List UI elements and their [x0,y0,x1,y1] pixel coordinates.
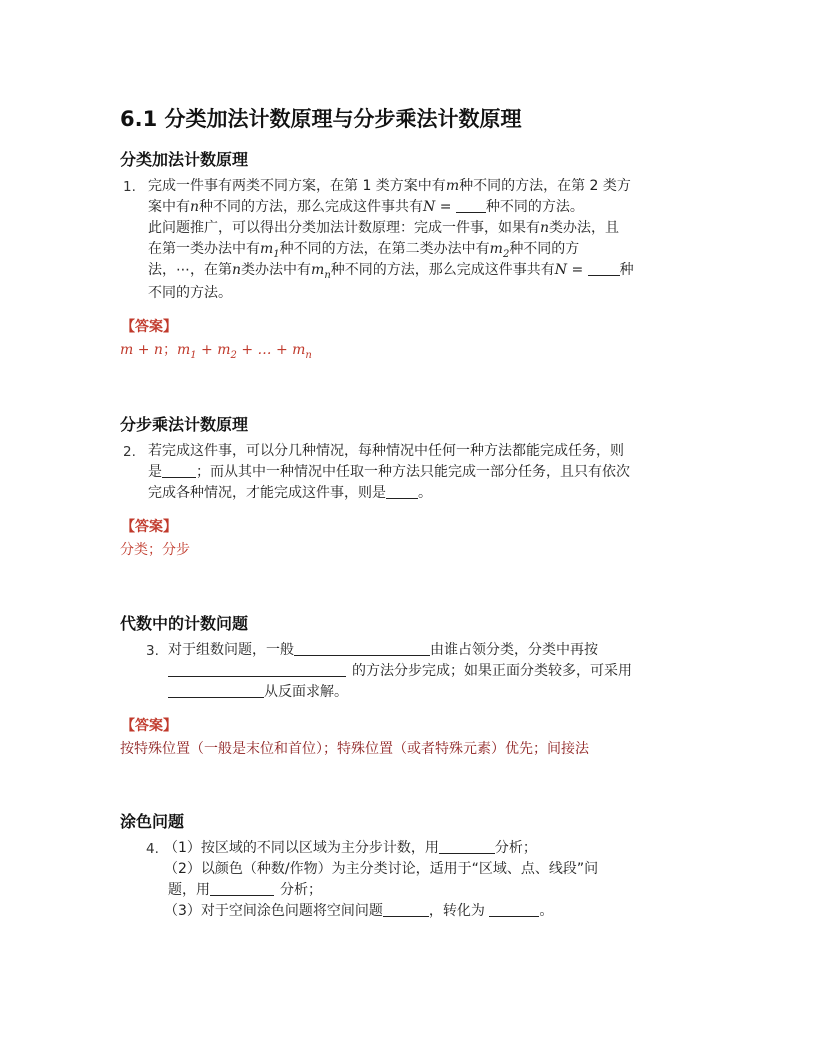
question-1-line-2: 案中有n种不同的方法，那么完成这件事共有N = 种不同的方法。 [148,199,584,215]
question-number-3: 3. [146,643,159,659]
math-m: m [445,178,460,194]
q1-text-m: 种不同的方法，那么完成这件事共有 [330,262,555,278]
q1-text-b: 种不同的方法，在第 2 类方 [459,178,631,194]
q2-text-e: 。 [418,485,432,501]
question-2-line-1: 若完成这件事，可以分几种情况，每种情况中任何一种方法都能完成任务，则 [148,443,624,459]
blank-9[interactable] [210,881,274,896]
q1-text-k: 法，⋯，在第 [148,262,232,278]
question-4-line-3 [168,880,322,901]
question-number-1: 1. [123,179,136,195]
question-3-line-2 [168,661,632,682]
question-4-line-2: （2）以颜色（种数/作物）为主分类讨论，适用于“区域、点、线段”问 [164,861,599,877]
q2-text-d: 完成各种情况，才能完成这件事，则是 [148,485,386,501]
q1-text-e: 种不同的方法。 [485,199,584,215]
answer-2: 分类；分步 [120,542,190,558]
q1-text-a: 完成一件事有两类不同方案，在第 1 类方案中有 [148,178,446,194]
math-mn: $m_n$ [311,262,331,281]
section-heading-4: 涂色问题 [120,812,185,831]
blank-10[interactable] [383,902,429,917]
q1-text-l: 类办法中有 [241,262,312,278]
answer-label-3: 【答案】 [121,718,177,734]
question-number-2: 2. [123,444,136,460]
q4-text-h: 。 [539,903,554,919]
blank-6[interactable] [168,662,346,677]
math-n3: n [232,262,242,278]
blank-5[interactable] [294,641,430,656]
q1-text-g: 类办法，且 [549,220,620,236]
question-2-line-3 [148,483,432,504]
q3-text-b: 由谁占领分类，分类中再按 [430,642,598,658]
answer-3: 按特殊位置（一般是末位和首位）；特殊位置（或者特殊元素）优先；间接法 [120,741,589,757]
answer-1: m + n；$m_1 + m_2$ + … + $m_n$ [120,342,312,361]
question-2-line-2 [148,462,630,483]
q1-text-h: 在第一类办法中有 [148,241,260,257]
section-heading-2: 分步乘法计数原理 [120,415,249,434]
blank-1[interactable] [456,198,486,213]
question-1-line-1 [148,176,631,197]
q1-text-f: 此问题推广，可以得出分类加法计数原理：完成一件事，如果有 [148,220,540,236]
q4-text-d: 题，用 [168,882,210,898]
page-title: 6.1 分类加法计数原理与分步乘法计数原理 [120,107,522,131]
question-4-line-1 [164,838,537,859]
blank-3[interactable] [162,463,196,478]
answer-1-sep: ； [162,342,177,358]
q4-text-e: 分析； [280,882,322,898]
question-number-4: 4. [146,841,159,857]
blank-7[interactable] [168,683,264,698]
blank-8[interactable] [439,839,495,854]
q3-text-d: 从反面求解。 [264,684,348,700]
section-heading-3: 代数中的计数问题 [120,614,249,633]
answer-label-1: 【答案】 [121,319,177,335]
math-m1: $m_1$ [260,241,280,260]
question-3-line-1 [168,640,598,661]
question-1-line-3 [148,218,619,239]
math-N: N [423,199,436,215]
q1-text-j: 种不同的方 [509,241,580,257]
q4-text-b: 分析； [494,840,537,856]
section-heading-1: 分类加法计数原理 [120,150,249,169]
q3-text-c: 的方法分步完成；如果正面分类较多，可采用 [352,663,632,679]
q2-text-b: 是 [148,464,162,480]
q1-text-i: 种不同的方法，在第二类办法中有 [279,241,490,257]
q4-text-f: （3）对于空间涂色问题将空间问题 [164,903,383,919]
q1-text-c: 案中有 [148,199,190,215]
q1-text-n: 种 [619,262,634,278]
q2-text-c: ；而从其中一种情况中任取一种方法只能完成一部分任务，且只有依次 [196,464,630,480]
math-N2: N [554,262,568,278]
q3-text-a: 对于组数问题，一般 [168,642,294,658]
math-n2: n [540,220,550,236]
blank-2[interactable] [588,261,620,276]
math-m2: $m_2$ [489,241,510,260]
blank-11[interactable] [489,902,539,917]
question-3-line-3 [168,682,348,703]
blank-4[interactable] [386,484,418,499]
q4-text-a: （1）按区域的不同以区域为主分步计数，用 [164,840,439,856]
math-n: n [190,199,200,215]
q1-text-d: 种不同的方法，那么完成这件事共有 [199,199,424,215]
question-1-line-5: 法，⋯，在第n类办法中有$m_n$种不同的方法，那么完成这件事共有N = 种 [148,262,634,281]
question-4-line-4 [164,901,553,922]
answer-label-2: 【答案】 [121,519,177,535]
question-1-line-6: 不同的方法。 [148,285,232,301]
q4-text-g: ，转化为 [428,903,485,919]
